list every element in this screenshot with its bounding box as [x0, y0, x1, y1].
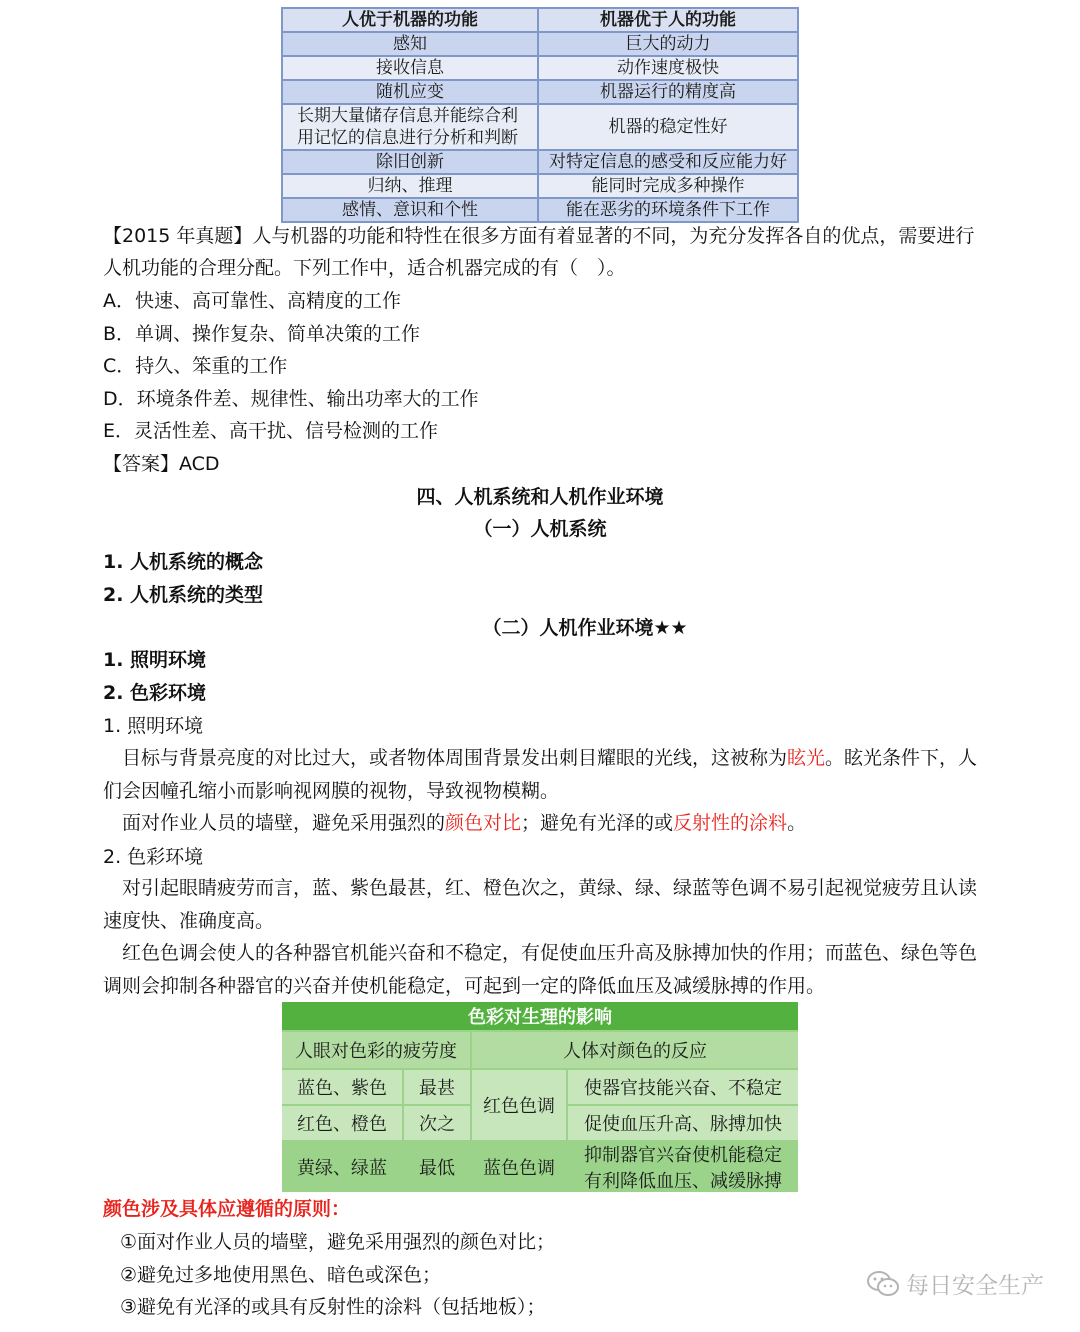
table2-cell: 使器官技能兴奋、不稳定	[568, 1070, 798, 1104]
lighting-paragraph-2	[103, 807, 983, 840]
principle-item: ②避免过多地使用黑色、暗色或深色；	[120, 1264, 442, 1286]
table1-cell: 机器运行的精度高	[538, 80, 798, 104]
table2-col1-header: 人眼对色彩的疲劳度	[282, 1032, 470, 1068]
table2-cell: 有利降低血压、减缓脉搏	[568, 1168, 798, 1192]
table2-cell: 黄绿、绿蓝	[282, 1142, 402, 1192]
table2-cell: 蓝色色调	[472, 1142, 566, 1192]
table-row	[282, 174, 798, 198]
table1-cell: 除旧创新	[282, 150, 538, 174]
table1-cell: 感知	[282, 32, 538, 56]
table2-cell: 红色色调	[472, 1070, 566, 1140]
glare-term: 眩光	[787, 747, 826, 769]
table2-cell: 次之	[404, 1106, 470, 1140]
table1-cell: 归纳、推理	[282, 174, 538, 198]
outline-item: 2. 色彩环境	[103, 682, 207, 704]
outline-item: 1. 人机系统的概念	[103, 551, 264, 573]
table2-title: 色彩对生理的影响	[282, 1002, 798, 1030]
table1-cell: 接收信息	[282, 56, 538, 80]
human-machine-function-table	[281, 7, 799, 223]
option-d: D．环境条件差、规律性、输出功率大的工作	[103, 388, 479, 410]
table1-cell: 巨大的动力	[538, 32, 798, 56]
text-segment: 。眩光条件下，人们会因幢孔缩小而影响视网膜的视物，导致视物模糊。	[103, 747, 978, 802]
table2-cell: 促使血压升高、脉搏加快	[568, 1106, 798, 1140]
watermark-text: 每日安全生产	[906, 1273, 1044, 1299]
principles-heading: 颜色涉及具体应遵循的原则：	[103, 1198, 351, 1220]
table2-cell: 最甚	[404, 1070, 470, 1104]
option-c: C．持久、笨重的工作	[103, 355, 288, 377]
answer: 【答案】ACD	[103, 453, 220, 475]
table1-cell: 长期大量储存信息并能综合利用记忆的信息进行分析和判断	[282, 104, 538, 150]
table1-header-human: 人优于机器的功能	[282, 8, 538, 32]
table2-cell: 抑制器官兴奋使机能稳定	[568, 1142, 798, 1166]
table1-cell: 能同时完成多种操作	[538, 174, 798, 198]
table2-col2-header: 人体对颜色的反应	[472, 1032, 798, 1068]
question-line-2: 人机功能的合理分配。下列工作中，适合机器完成的有（ ）。	[103, 257, 626, 279]
table1-cell: 动作速度极快	[538, 56, 798, 80]
text-segment: 。	[787, 812, 807, 834]
text-segment: ；避免有光泽的或	[521, 812, 674, 834]
table-row	[282, 32, 798, 56]
option-b: B．单调、操作复杂、简单决策的工作	[103, 323, 421, 345]
text-segment: 面对作业人员的墙壁，避免采用强烈的	[122, 812, 446, 834]
outline-item: 1. 照明环境	[103, 649, 207, 671]
outline-item: 2. 人机系统的类型	[103, 584, 264, 606]
table1-cell: 随机应变	[282, 80, 538, 104]
table1-header-machine: 机器优于人的功能	[538, 8, 798, 32]
color-paragraph-1: 对引起眼睛疲劳而言，蓝、紫色最甚，红、橙色次之，黄绿、绿、绿蓝等色调不易引起视觉疲劳且认读速度快、准确度高。	[103, 877, 978, 932]
table2-cell: 蓝色、紫色	[282, 1070, 402, 1104]
color-heading: 2. 色彩环境	[103, 846, 204, 868]
principle-item: ①面对作业人员的墙壁，避免采用强烈的颜色对比；	[120, 1231, 556, 1253]
table1-cell: 对特定信息的感受和反应能力好	[538, 150, 798, 174]
table-row	[282, 150, 798, 174]
table-row	[282, 104, 798, 150]
subsection-title-2: （二）人机作业环境★★	[482, 617, 688, 639]
wechat-icon	[866, 1270, 900, 1298]
subsection-title-1: （一）人机系统	[473, 518, 607, 540]
lighting-heading: 1. 照明环境	[103, 715, 204, 737]
table-row	[282, 56, 798, 80]
section-title: 四、人机系统和人机作业环境	[416, 486, 664, 508]
table1-cell: 能在恶劣的环境条件下工作	[538, 198, 798, 222]
option-a: A．快速、高可靠性、高精度的工作	[103, 290, 401, 312]
color-paragraph-2: 红色色调会使人的各种器官机能兴奋和不稳定，有促使血压升高及脉搏加快的作用；而蓝色、绿色等色调则会抑制各种器官的兴奋并使机能稳定，可起到一定的降低血压及减缓脉搏的作用。	[103, 942, 978, 997]
option-e: E．灵活性差、高干扰、信号检测的工作	[103, 420, 439, 442]
color-physiology-table	[282, 1002, 798, 1192]
table2-cell: 最低	[404, 1142, 470, 1192]
table-row	[282, 80, 798, 104]
lighting-paragraph-1	[103, 742, 983, 808]
color-contrast-term: 颜色对比	[445, 812, 522, 834]
text-segment: 目标与背景亮度的对比过大，或者物体周围背景发出刺目耀眼的光线，这被称为	[122, 747, 788, 769]
table1-cell: 机器的稳定性好	[538, 104, 798, 150]
table-row	[282, 198, 798, 222]
table1-cell: 感情、意识和个性	[282, 198, 538, 222]
principle-item: ③避免有光泽的或具有反射性的涂料（包括地板）；	[120, 1296, 546, 1318]
watermark	[866, 1267, 1044, 1300]
question-line-1: 【2015 年真题】人与机器的功能和特性在很多方面有着显著的不同，为充分发挥各自的优点，需要进行	[103, 225, 975, 247]
table2-cell: 红色、橙色	[282, 1106, 402, 1140]
reflective-coating-term: 反射性的涂料	[673, 812, 788, 834]
